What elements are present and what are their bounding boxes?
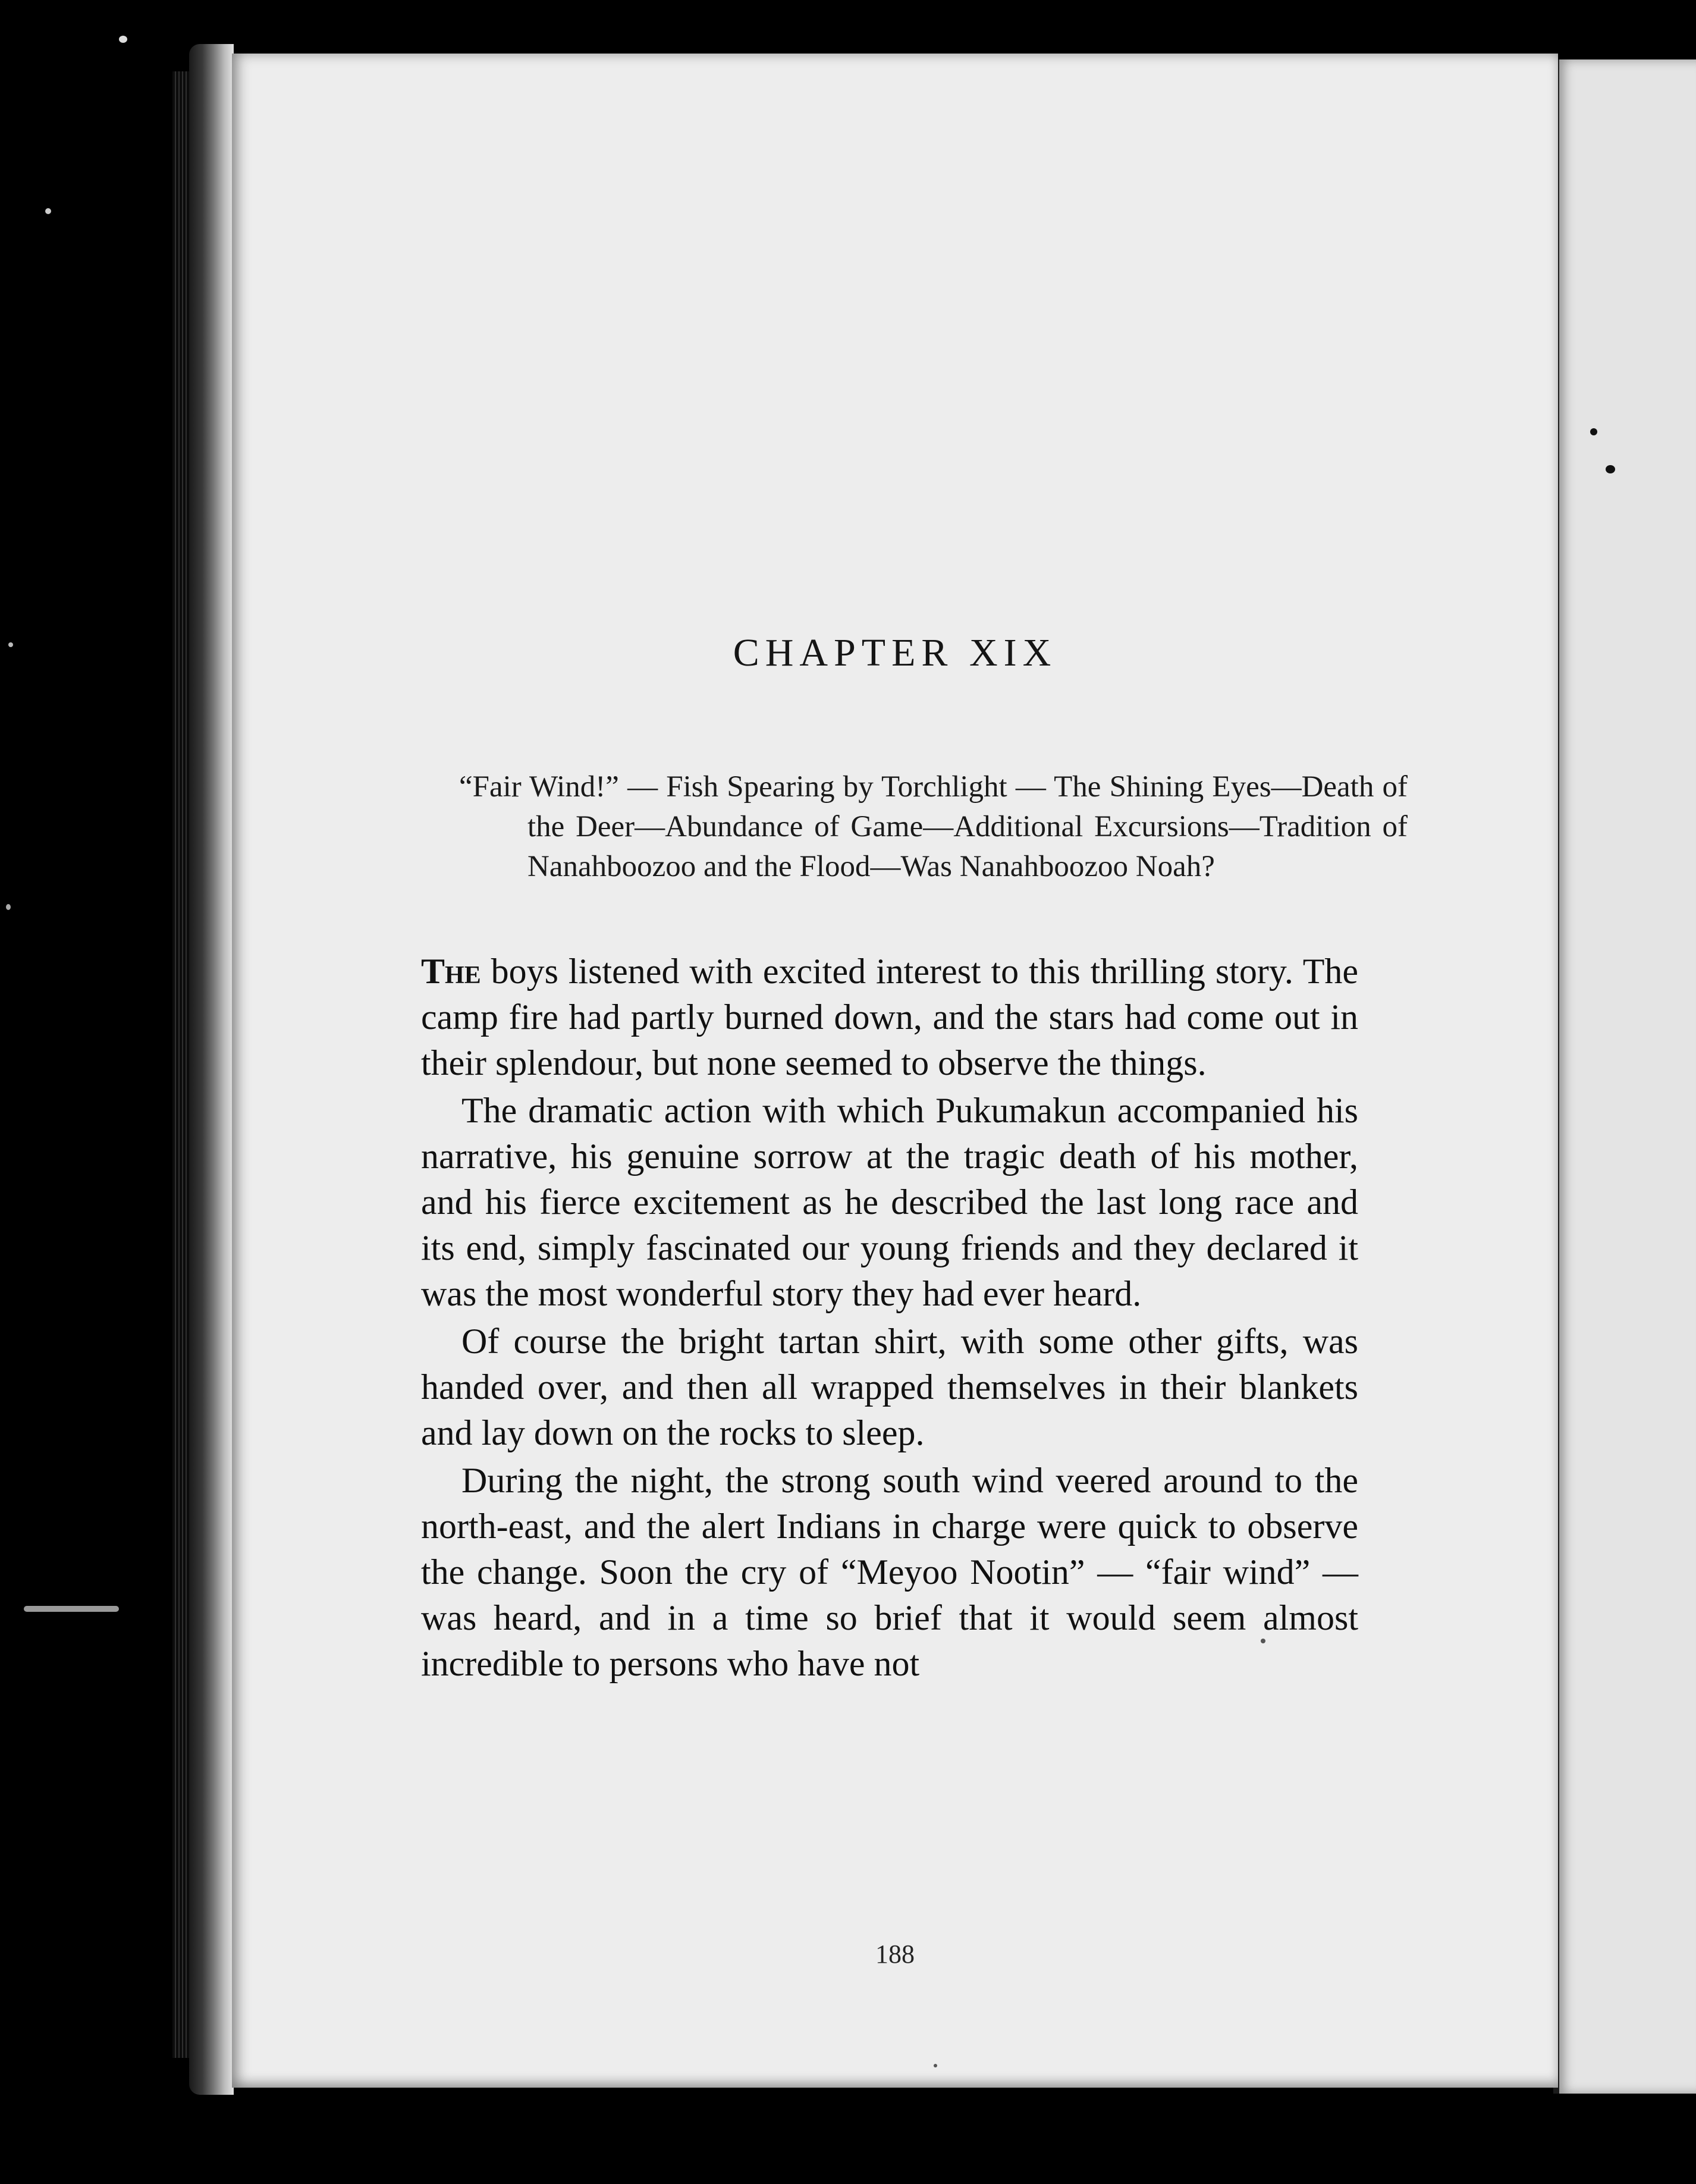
paragraph-lead-word: The	[421, 952, 481, 991]
chapter-title: CHAPTER XIX	[733, 631, 1057, 674]
scan-speck	[8, 642, 13, 647]
book-page	[232, 54, 1558, 2088]
chapter-synopsis: “Fair Wind!” — Fish Spearing by Torchlight — The Shining Eyes—Death of the Deer—Abundance of Game—Additional Excursions—Tradition of Nanahboozoo and the Flood—Was Nanahboozoo Noah?	[459, 770, 1408, 883]
scan-speck	[1261, 1639, 1265, 1643]
scan-speck	[934, 2064, 937, 2067]
scan-speck	[119, 36, 127, 43]
scan-speck	[24, 1606, 119, 1612]
scan-speck	[6, 904, 11, 910]
facing-page-mark	[1606, 465, 1615, 473]
chapter-body	[421, 949, 1358, 1687]
page-number: 188	[875, 1940, 915, 1969]
scan-speck	[45, 208, 51, 214]
book-spine-edge	[189, 44, 234, 2095]
paragraph: The dramatic action with which Pukumakun accompanied his narrative, his genuine sorrow at the tragic death of his mother, and his fierce excitement as he described the last long race and its end, simply fascinated our young friends and they declared it was the most wonderful story they had ever heard.	[421, 1091, 1358, 1313]
paragraph-text: boys listened with excited interest to this thrilling story. The camp fire had partly burned down, and the stars had come out in their splendour, but none seemed to observe the things.	[421, 952, 1358, 1082]
paragraph	[421, 949, 1358, 1086]
facing-page	[1553, 59, 1696, 2094]
facing-page-mark	[1590, 428, 1597, 435]
paragraph: During the night, the strong south wind veered around to the north-east, and the alert Indians in charge were quick to observe the change. Soon the cry of “Meyoo Nootin” — “fair wind” —was heard, and in a time so brief that it would seem almost incredible to persons who have not	[421, 1461, 1358, 1683]
paragraph: Of course the bright tartan shirt, with some other gifts, was handed over, and then all wrapped themselves in their blankets and lay down on the rocks to sleep.	[421, 1322, 1358, 1452]
